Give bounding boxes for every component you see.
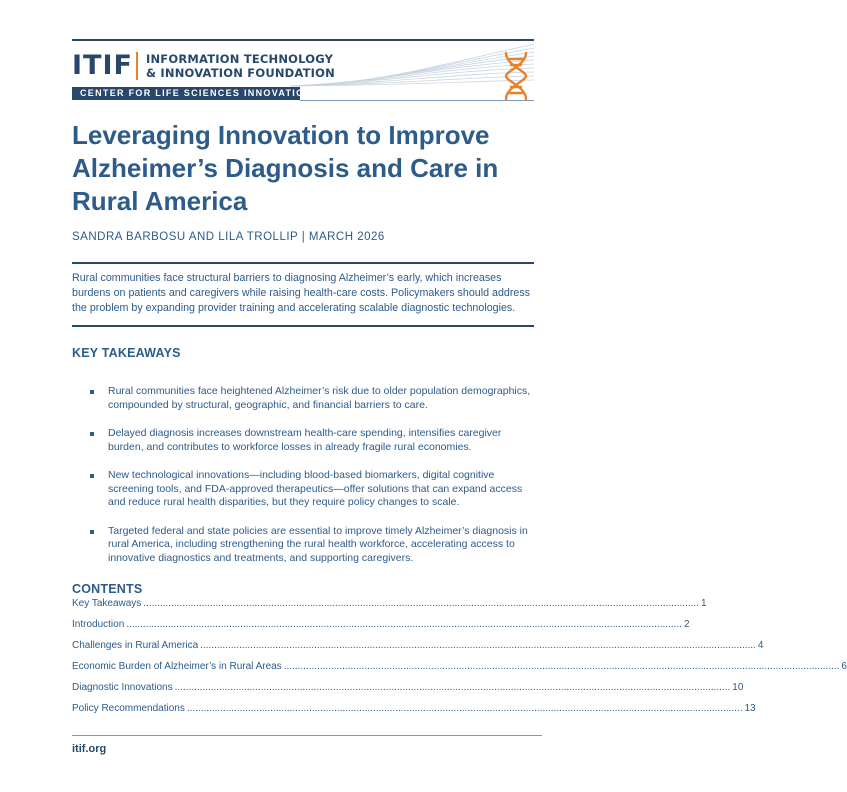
toc-entry[interactable] [72, 598, 707, 619]
toc-leader-dots: ........................................................................................................................................................................................................ [186, 703, 743, 714]
logo-divider [136, 52, 138, 80]
report-title: Leveraging Innovation to Improve Alzheimer’s Diagnosis and Care in Rural America [72, 120, 499, 216]
square-bullet-icon [90, 474, 94, 478]
toc-leader-dots: ........................................................................................................................................................................................................ [126, 619, 682, 630]
toc-entry-title[interactable]: Challenges in Rural America [72, 640, 199, 651]
key-takeaways-list [90, 385, 534, 580]
org-name-line2: & INNOVATION FOUNDATION [146, 66, 335, 80]
abstract-top-rule [72, 262, 534, 264]
toc-entry-page[interactable]: 1 [700, 598, 707, 609]
toc-entry-page[interactable]: 13 [744, 703, 756, 714]
toc-entry[interactable] [72, 661, 847, 682]
takeaway-text: New technological innovations—including blood-based biomarkers, digital cognitive screening tools, and FDA-approved therapeutics—offer solutions that can expand access and reduce rural health disparities, but they require policy changes to scale. [108, 469, 523, 508]
toc-entry-title[interactable]: Key Takeaways [72, 598, 142, 609]
dna-helix-icon [503, 51, 529, 101]
takeaway-text: Delayed diagnosis increases downstream health-care spending, intensifies caregiver burden, and contributes to workforce losses in already fragile rural economies. [108, 427, 502, 453]
takeaway-text: Targeted federal and state policies are essential to improve timely Alzheimer’s diagnosis in rural America, including strengthening the rural health workforce, accelerating access to innovative diagnostics and treatments, and supporting caregivers. [108, 524, 528, 564]
contents-heading: CONTENTS [72, 582, 143, 596]
toc-entry-page[interactable]: 10 [732, 682, 744, 693]
toc-entry-title[interactable]: Policy Recommendations [72, 703, 185, 714]
abstract-bottom-rule [72, 325, 534, 327]
toc-entry-title[interactable]: Economic Burden of Alzheimer’s in Rural Areas [72, 661, 282, 672]
header-rule [72, 39, 534, 41]
toc-entry[interactable] [72, 703, 756, 724]
toc-entry-page[interactable]: 4 [757, 640, 764, 651]
banner-rule [300, 100, 534, 101]
toc-leader-dots: ........................................................................................................................................................................................................ [200, 640, 756, 651]
key-takeaways-heading: KEY TAKEAWAYS [72, 346, 181, 360]
takeaway-item [90, 385, 534, 412]
square-bullet-icon [90, 390, 94, 394]
takeaway-item [90, 469, 534, 510]
footer-rule [72, 735, 542, 736]
logo-abbreviation: ITIF [72, 50, 133, 81]
square-bullet-icon [90, 432, 94, 436]
square-bullet-icon [90, 530, 94, 534]
toc-entry-title[interactable]: Introduction [72, 619, 125, 630]
takeaway-item [90, 427, 534, 454]
toc-entry-title[interactable]: Diagnostic Innovations [72, 682, 173, 693]
toc-entry[interactable] [72, 640, 764, 661]
org-name-line1: INFORMATION TECHNOLOGY [146, 52, 334, 66]
toc-entry-page[interactable]: 6 [841, 661, 847, 672]
toc-leader-dots: ........................................................................................................................................................................................................ [283, 661, 840, 672]
center-banner: CENTER FOR LIFE SCIENCES INNOVATION [72, 87, 300, 100]
toc-entry-page[interactable]: 2 [683, 619, 690, 630]
footer-url-link[interactable]: itif.org [72, 743, 107, 755]
toc-entry[interactable] [72, 619, 690, 640]
toc-leader-dots: ........................................................................................................................................................................................................ [174, 682, 731, 693]
swoosh-lines-icon [290, 42, 534, 88]
abstract-summary: Rural communities face structural barriers to diagnosing Alzheimer’s early, which increases burdens on patients and caregivers while raising health-care costs. Policymakers should address the problem by expanding provider training and accelerating scalable diagnostic technologies. [72, 272, 531, 315]
takeaway-text: Rural communities face heightened Alzheimer’s risk due to older population demographics, compounded by structural, geographic, and financial barriers to care. [108, 385, 531, 411]
toc-leader-dots: ........................................................................................................................................................................................................ [143, 598, 699, 609]
takeaway-item [90, 525, 534, 566]
authors-date-line: SANDRA BARBOSU AND LILA TROLLIP | MARCH 2026 [72, 231, 385, 243]
table-of-contents [72, 598, 847, 724]
toc-entry[interactable] [72, 682, 744, 703]
